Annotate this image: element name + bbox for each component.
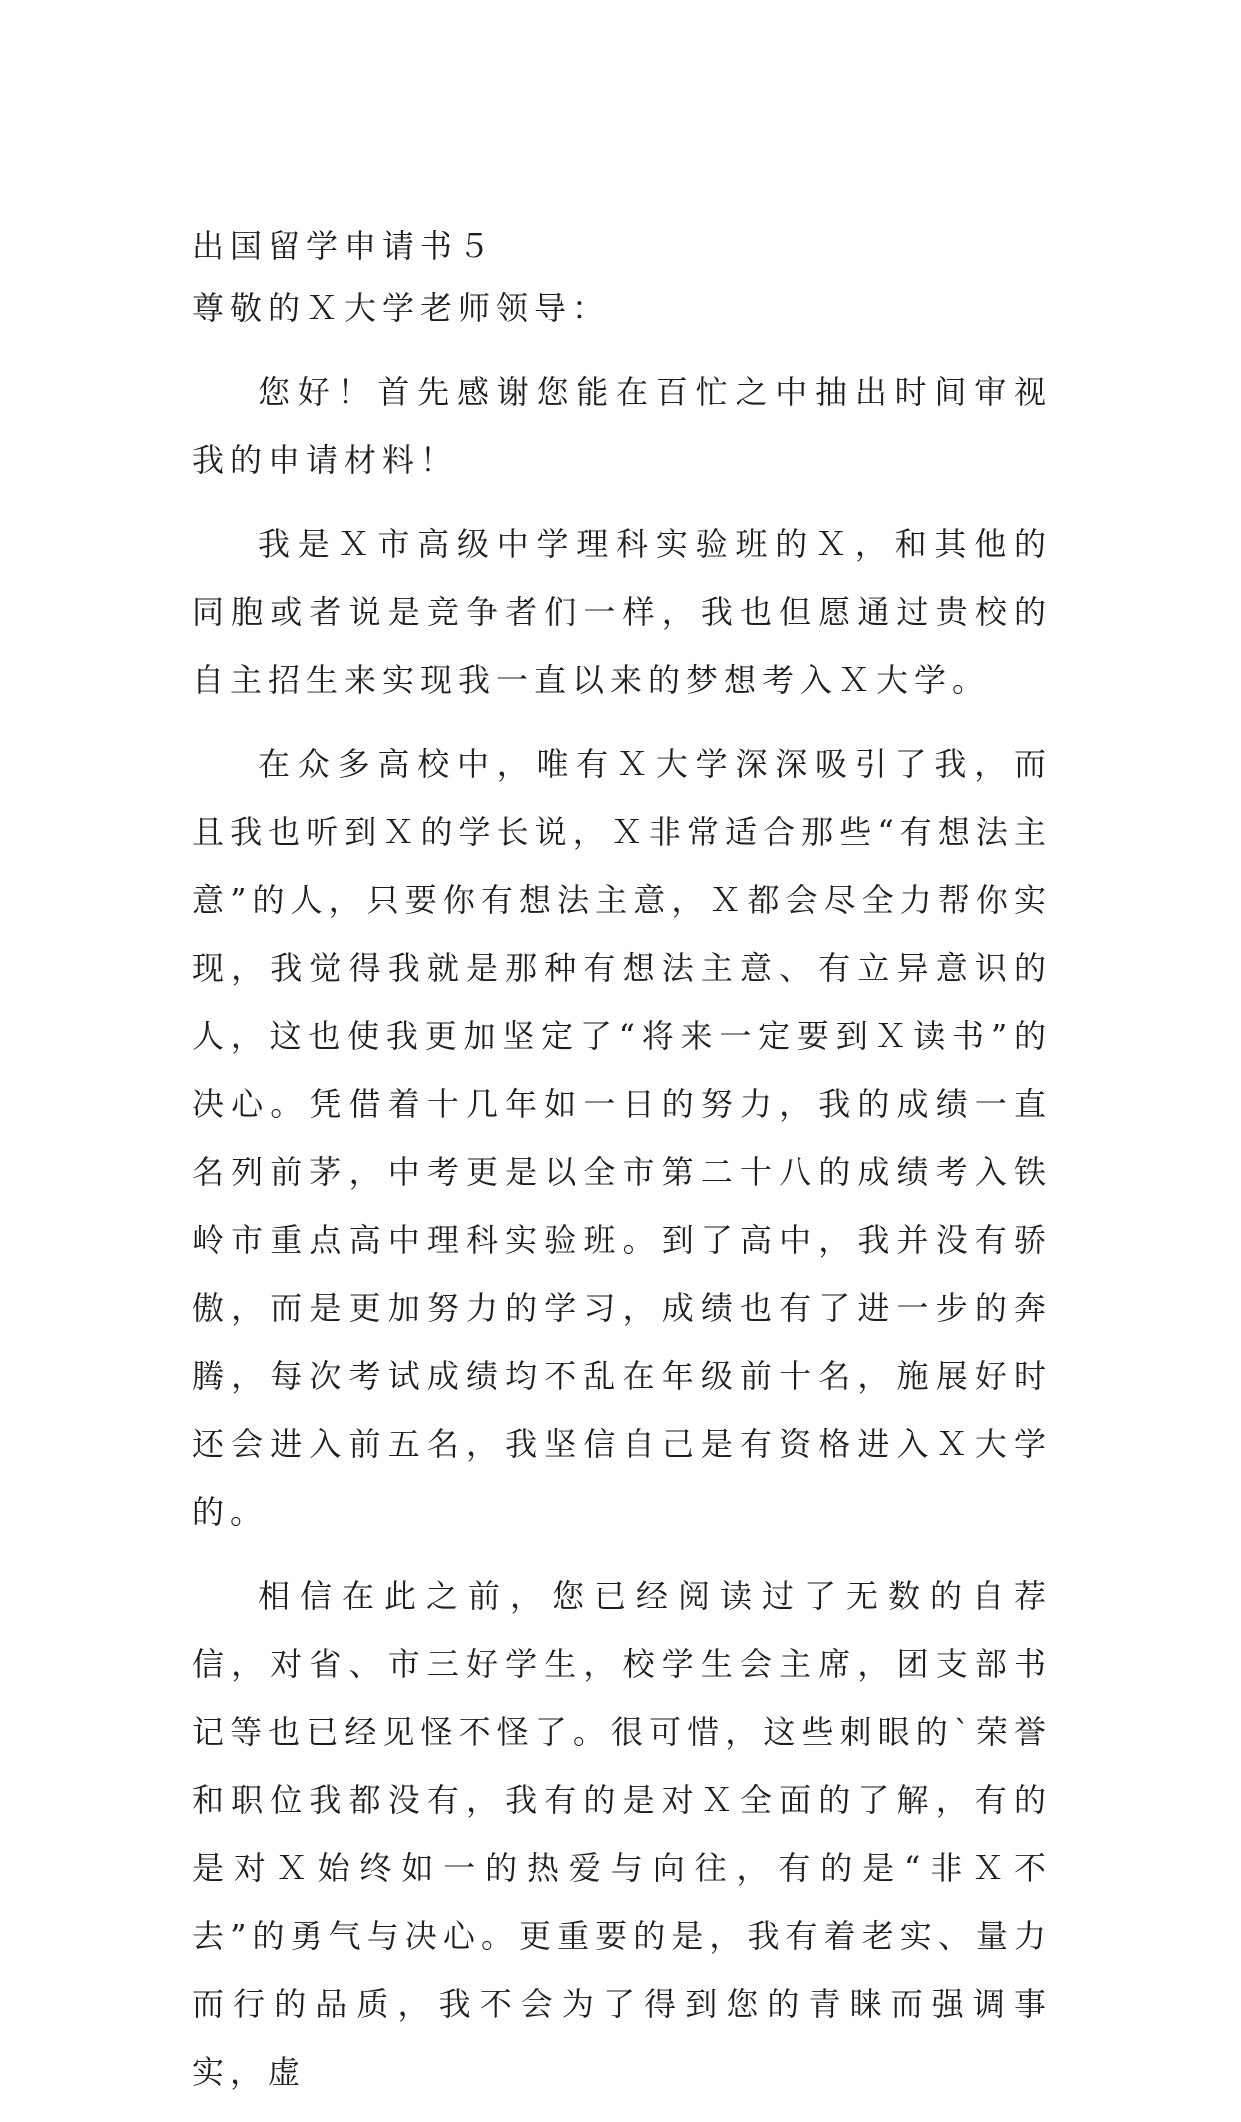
paragraph-qualities: 相信在此之前，您已经阅读过了无数的自荐信，对省、市三好学生，校学生会主席，团支部书记等也已经见怪不怪了。很可惜，这些刺眼的`荣誉和职位我都没有，我有的是对Ｘ全面的了解，有的是对Ｘ始终如一的热爱与向往，有的是“非Ｘ不去”的勇气与决心。更重要的是，我有着老实、量力而行的品质，我不会为了得到您的青睐而强调事实，虚 (192, 1577, 1052, 2091)
document-title: 出国留学申请书５ (192, 227, 497, 265)
paragraph-motivation: 在众多高校中，唯有Ｘ大学深深吸引了我，而且我也听到Ｘ的学长说，Ｘ非常适合那些“有想法主意”的人，只要你有想法主意，Ｘ都会尽全力帮你实现，我觉得我就是那种有想法主意、有立异意识的人，这也使我更加坚定了“将来一定要到Ｘ读书”的决心。凭借着十几年如一日的努力，我的成绩一直名列前茅，中考更是以全市第二十八的成绩考入铁岭市重点高中理科实验班。到了高中，我并没有骄傲，而是更加努力的学习，成绩也有了进一步的奔腾，每次考试成绩均不乱在年级前十名，施展好时还会进入前五名，我坚信自己是有资格进入Ｘ大学的。 (192, 745, 1052, 1531)
salutation: 尊敬的Ｘ大学老师领导： (192, 289, 611, 327)
paragraph-greeting: 您好！首先感谢您能在百忙之中抽出时间审视我的申请材料！ (192, 373, 1052, 479)
paragraph-introduction: 我是Ｘ市高级中学理科实验班的Ｘ，和其他的同胞或者说是竞争者们一样，我也但愿通过贵校的自主招生来实现我一直以来的梦想考入Ｘ大学。 (192, 525, 1052, 699)
document-body (192, 220, 1052, 2122)
